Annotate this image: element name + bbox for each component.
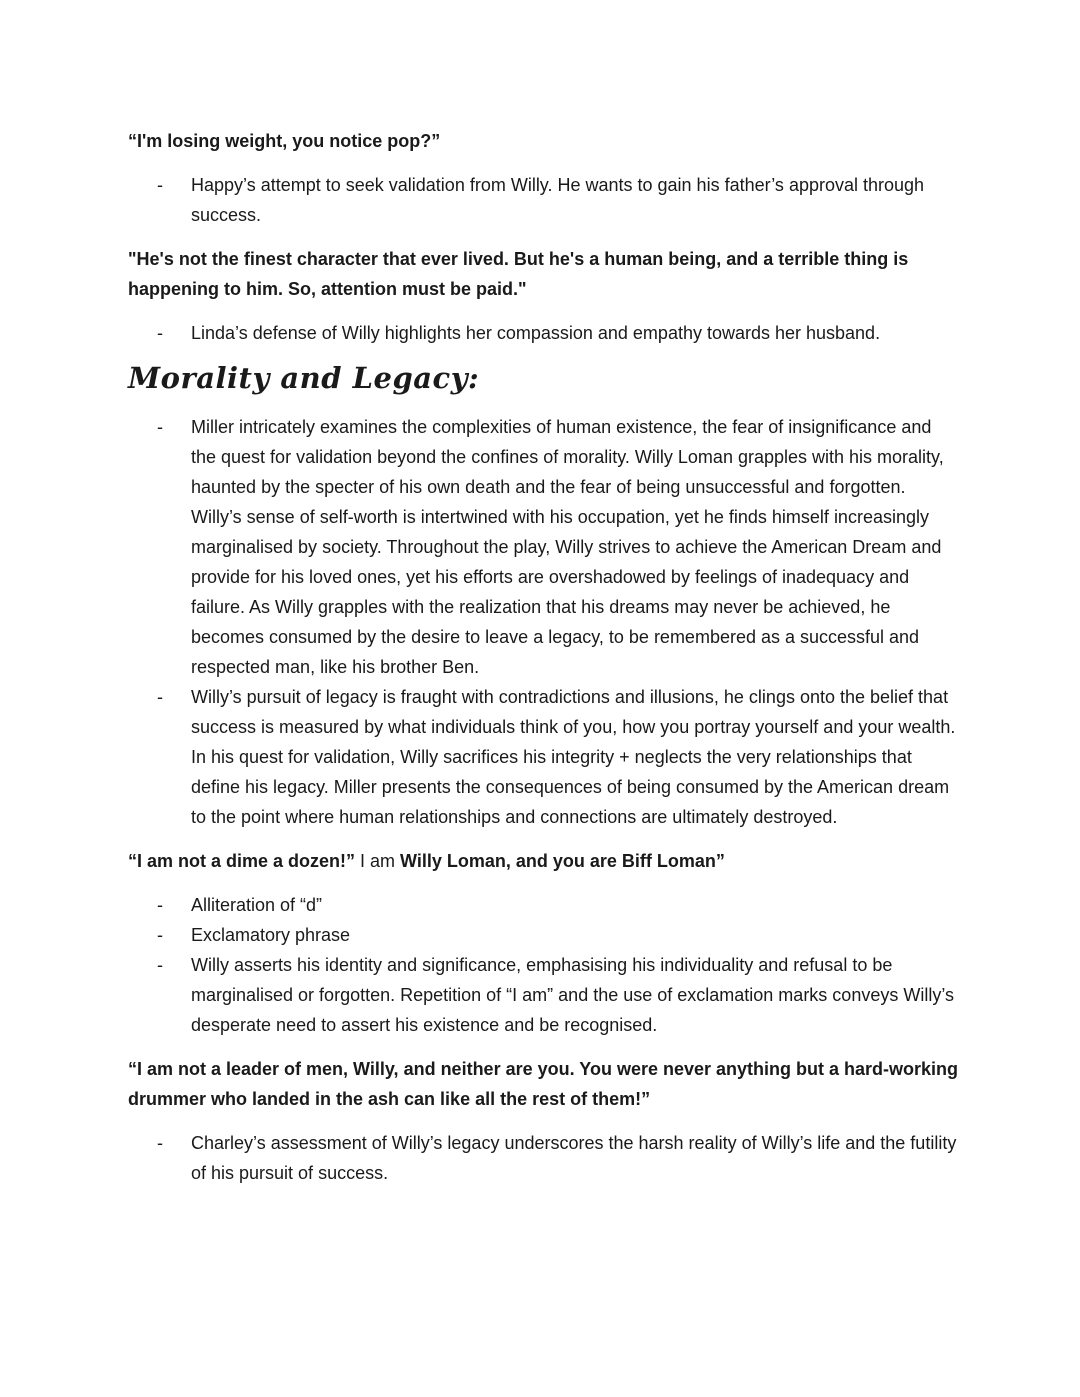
bullet-text: Linda’s defense of Willy highlights her compassion and empathy towards her husband. bbox=[191, 323, 881, 343]
list-item bbox=[128, 1128, 958, 1188]
bullet-list-q1 bbox=[128, 170, 958, 230]
quote-leader-of-men: “I am not a leader of men, Willy, and neither are you. You were never anything but a hard-working drummer who landed in the ash can like all the rest of them!” bbox=[128, 1059, 959, 1109]
list-item bbox=[128, 950, 958, 1040]
bullet-list-morality bbox=[128, 412, 958, 832]
quote-dime-a-dozen bbox=[128, 846, 958, 876]
bullet-dash: - bbox=[157, 175, 163, 195]
bullet-dash: - bbox=[157, 1133, 163, 1153]
bullet-list-q2 bbox=[128, 318, 958, 348]
bullet-dash: - bbox=[157, 687, 163, 707]
list-item bbox=[128, 412, 958, 682]
document-content bbox=[128, 126, 958, 1188]
bullet-dash: - bbox=[157, 895, 163, 915]
bullet-text: Willy asserts his identity and significance, emphasising his individuality and refusal to be marginalised or forgotten. Repetition of “I am” and the use of exclamation marks conveys Willy’s desperate need to assert his existence and be recognised. bbox=[191, 955, 955, 1035]
section-heading: Morality and Legacy: bbox=[128, 361, 480, 395]
list-item bbox=[128, 170, 958, 230]
quote-bold-part-2: Willy Loman, and you are Biff Loman” bbox=[400, 851, 725, 871]
bullet-text: Happy’s attempt to seek validation from Willy. He wants to gain his father’s approval through success. bbox=[191, 175, 925, 225]
quote-bold-part: “I am not a dime a dozen!” bbox=[128, 851, 356, 871]
list-item bbox=[128, 920, 958, 950]
quote-attention-must-be-paid: "He's not the finest character that ever lived. But he's a human being, and a terrible thing is happening to him. So, attention must be paid." bbox=[128, 249, 909, 299]
quote-plain-part: I am bbox=[355, 851, 401, 871]
list-item bbox=[128, 682, 958, 832]
bullet-list-q3 bbox=[128, 890, 958, 1040]
bullet-text: Willy’s pursuit of legacy is fraught with contradictions and illusions, he clings onto the belief that success is measured by what individuals think of you, how you portray yourself and your wealth. In his quest for validation, Willy sacrifices his integrity + neglects the very relationships that define his legacy. Miller presents the consequences of being consumed by the American dream to the point where human relationships and connections are ultimately destroyed. bbox=[191, 687, 956, 827]
bullet-dash: - bbox=[157, 955, 163, 975]
bullet-dash: - bbox=[157, 925, 163, 945]
bullet-text: Exclamatory phrase bbox=[191, 925, 351, 945]
bullet-text: Charley’s assessment of Willy’s legacy underscores the harsh reality of Willy’s life and the futility of his pursuit of success. bbox=[191, 1133, 957, 1183]
list-item bbox=[128, 318, 958, 348]
bullet-text: Miller intricately examines the complexities of human existence, the fear of insignificance and the quest for validation beyond the confines of morality. Willy Loman grapples with his morality, haunted by the specter of his own death and the fear of being unsuccessful and forgotten. Willy’s sense of self-worth is intertwined with his occupation, yet he finds himself increasingly marginalised by society. Throughout the play, Willy strives to achieve the American Dream and provide for his loved ones, yet his efforts are overshadowed by feelings of inadequacy and failure. As Willy grapples with the realization that his dreams may never be achieved, he becomes consumed by the desire to leave a legacy, to be remembered as a successful and respected man, like his brother Ben. bbox=[191, 417, 944, 677]
quote-losing-weight: “I'm losing weight, you notice pop?” bbox=[128, 131, 441, 151]
bullet-list-q4 bbox=[128, 1128, 958, 1188]
bullet-dash: - bbox=[157, 417, 163, 437]
bullet-dash: - bbox=[157, 323, 163, 343]
bullet-text: Alliteration of “d” bbox=[191, 895, 323, 915]
list-item bbox=[128, 890, 958, 920]
